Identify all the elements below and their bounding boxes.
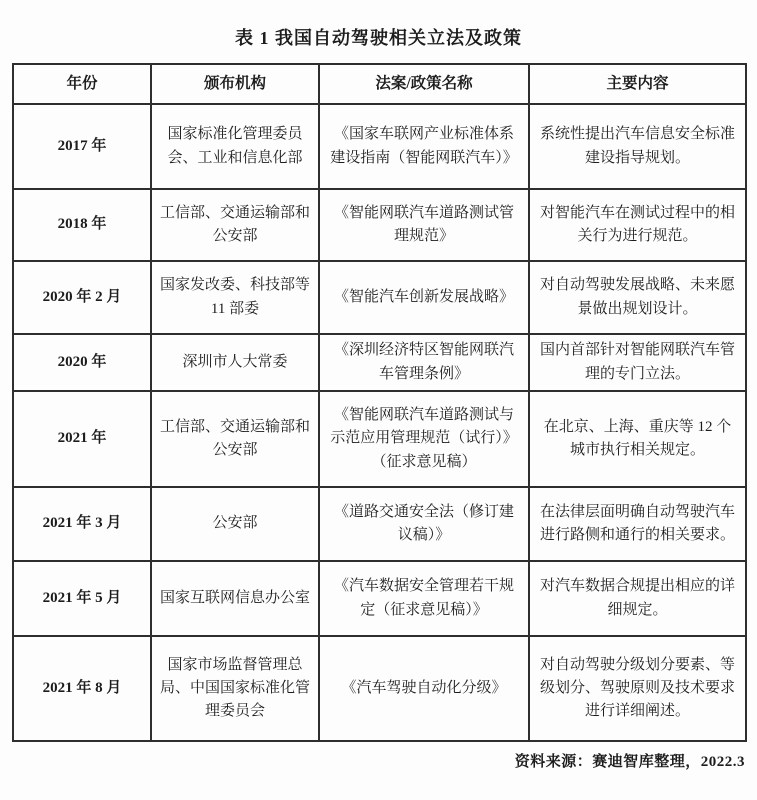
cell-policy: 《国家车联网产业标准体系建设指南（智能网联汽车）》 xyxy=(319,104,529,189)
table-row xyxy=(13,487,746,561)
cell-year: 2021 年 xyxy=(13,391,151,487)
table-row xyxy=(13,189,746,261)
cell-agency: 国家标准化管理委员会、工业和信息化部 xyxy=(151,104,319,189)
cell-policy: 《汽车驾驶自动化分级》 xyxy=(319,636,529,741)
table-row xyxy=(13,391,746,487)
table-header-row xyxy=(13,64,746,104)
cell-content: 系统性提出汽车信息安全标准建设指导规划。 xyxy=(529,104,746,189)
cell-content: 在法律层面明确自动驾驶汽车进行路侧和通行的相关要求。 xyxy=(529,487,746,561)
cell-agency: 深圳市人大常委 xyxy=(151,334,319,391)
cell-year: 2017 年 xyxy=(13,104,151,189)
header-year: 年份 xyxy=(13,64,151,104)
cell-year: 2018 年 xyxy=(13,189,151,261)
header-agency: 颁布机构 xyxy=(151,64,319,104)
cell-agency: 工信部、交通运输部和公安部 xyxy=(151,391,319,487)
cell-content: 对智能汽车在测试过程中的相关行为进行规范。 xyxy=(529,189,746,261)
table-row xyxy=(13,104,746,189)
policy-table xyxy=(12,63,747,742)
cell-policy: 《汽车数据安全管理若干规定（征求意见稿）》 xyxy=(319,561,529,636)
cell-year: 2021 年 8 月 xyxy=(13,636,151,741)
cell-year: 2020 年 xyxy=(13,334,151,391)
cell-agency: 国家发改委、科技部等 11 部委 xyxy=(151,261,319,334)
cell-policy: 《智能网联汽车道路测试与示范应用管理规范（试行）》（征求意见稿） xyxy=(319,391,529,487)
cell-policy: 《深圳经济特区智能网联汽车管理条例》 xyxy=(319,334,529,391)
table-title: 表 1 我国自动驾驶相关立法及政策 xyxy=(235,28,522,48)
cell-year: 2020 年 2 月 xyxy=(13,261,151,334)
source-note: 资料来源：赛迪智库整理，2022.3 xyxy=(514,754,745,770)
header-main-content: 主要内容 xyxy=(529,64,746,104)
cell-content: 在北京、上海、重庆等 12 个城市执行相关规定。 xyxy=(529,391,746,487)
cell-policy: 《智能网联汽车道路测试管理规范》 xyxy=(319,189,529,261)
cell-agency: 国家互联网信息办公室 xyxy=(151,561,319,636)
cell-content: 对自动驾驶分级划分要素、等级划分、驾驶原则及技术要求进行详细阐述。 xyxy=(529,636,746,741)
cell-year: 2021 年 5 月 xyxy=(13,561,151,636)
cell-agency: 公安部 xyxy=(151,487,319,561)
table-row xyxy=(13,561,746,636)
cell-policy: 《道路交通安全法（修订建议稿）》 xyxy=(319,487,529,561)
cell-agency: 工信部、交通运输部和公安部 xyxy=(151,189,319,261)
cell-content: 对汽车数据合规提出相应的详细规定。 xyxy=(529,561,746,636)
cell-content: 对自动驾驶发展战略、未来愿景做出规划设计。 xyxy=(529,261,746,334)
cell-agency: 国家市场监督管理总局、中国国家标准化管理委员会 xyxy=(151,636,319,741)
cell-content: 国内首部针对智能网联汽车管理的专门立法。 xyxy=(529,334,746,391)
table-row xyxy=(13,334,746,391)
cell-year: 2021 年 3 月 xyxy=(13,487,151,561)
header-policy-name: 法案/政策名称 xyxy=(319,64,529,104)
cell-policy: 《智能汽车创新发展战略》 xyxy=(319,261,529,334)
table-row xyxy=(13,261,746,334)
table-row xyxy=(13,636,746,741)
